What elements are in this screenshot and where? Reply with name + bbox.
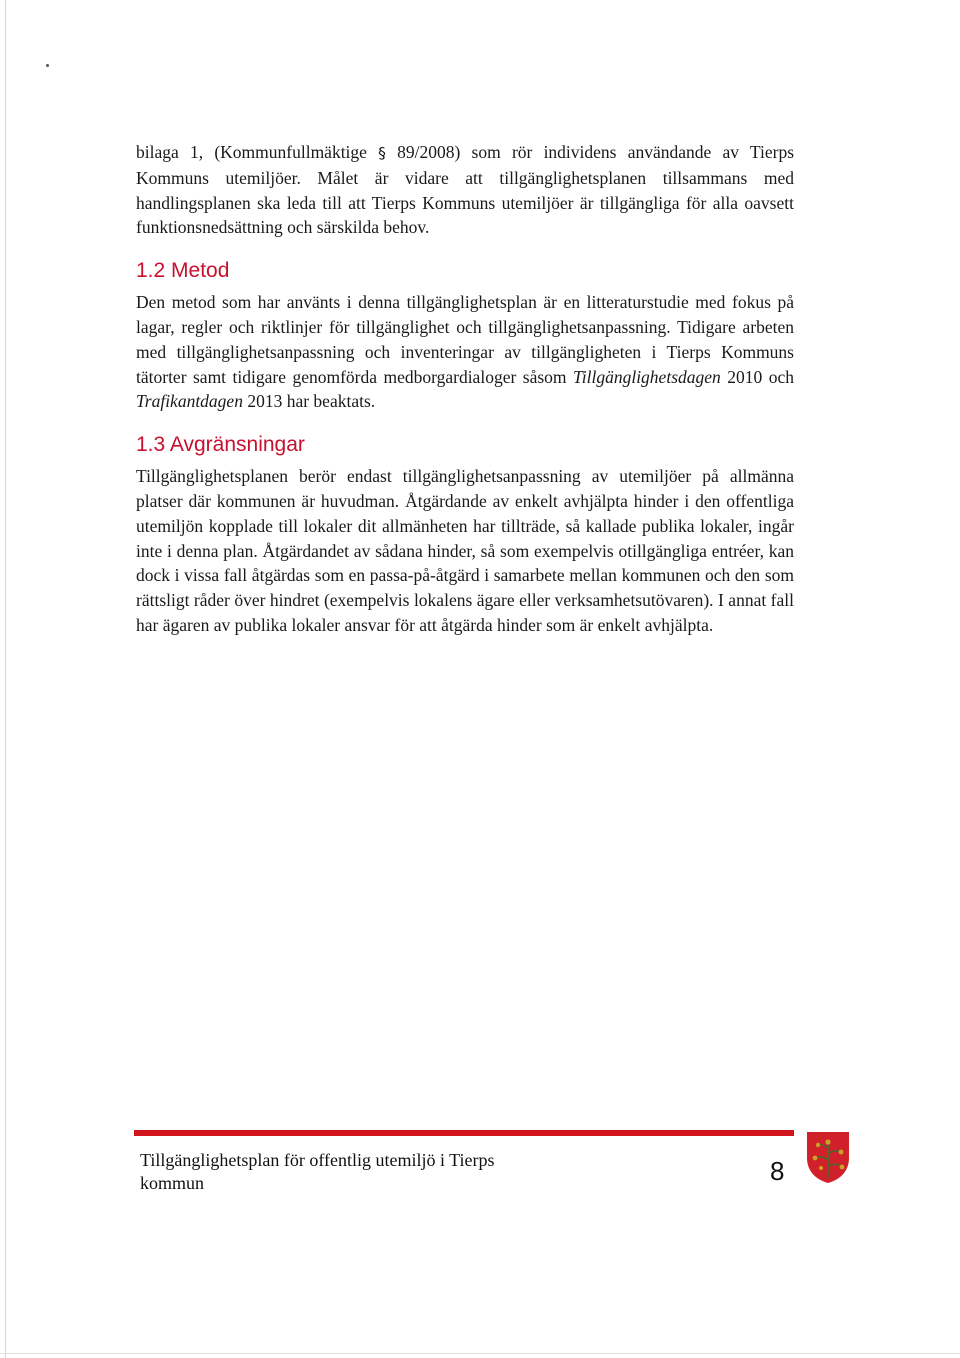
metod-emphasis-2: Trafikantdagen — [136, 391, 243, 412]
scan-speck — [46, 64, 49, 67]
section-sign: § — [378, 144, 386, 162]
intro-text-start: bilaga 1, (Kommunfullmäktige — [136, 142, 379, 162]
section-heading-metod: 1.2 Metod — [136, 259, 230, 283]
page-edge-bottom — [0, 1353, 960, 1354]
metod-text-3: 2013 har beaktats. — [242, 391, 376, 412]
page-number: 8 — [770, 1156, 785, 1186]
intro-paragraph — [136, 140, 794, 240]
metod-paragraph — [136, 290, 794, 414]
metod-emphasis-1: Tillgänglighetsdagen — [572, 366, 721, 387]
avgransningar-paragraph: Tillgänglighetsplanen berör endast tillgänglighetsanpassning av utemiljöer på allmänna platser där kommunen är huvudman. Åtgärdande av enkelt avhjälpta hinder i den offentliga utemiljön kopplade till lokaler dit allmänheten har tillträde, så kallade publika lokaler, ingår inte i denna plan. Åtgärdandet av sådana hinder, så som exempelvis otillgängliga entréer, kan dock i vissa fall åtgärdas som en passa-på-åtgärd i samarbete mellan kommunen och den som rättsligt råder över hindret (exempelvis lokalens ägare eller verksamhetsutövaren). I annat fall har ägaren av publika lokaler ansvar för att åtgärda hinder som är enkelt avhjälpta. — [136, 466, 794, 635]
page-edge — [5, 0, 6, 1358]
footer-rule — [134, 1130, 794, 1136]
metod-text-1: Den metod som har använts i denna tillgänglighetsplan är en litteraturstudie med fokus på lagar, regler och riktlinjer för tillgänglighet och tillgänglighetsanpassning. Tidigare arbeten med tillgänglighetsanpassning och inventeringar av tillgängligheten i Tierps Kommuns tätorter samt tidigare genomförda medborgardialoger såsom — [136, 292, 794, 387]
intro-text-rest: 89/2008) som rör individens användande av Tierps Kommuns utemiljöer. Målet är vidare att tillgänglighetsplanen tillsammans med handlingsplanen ska leda till att Tierps Kommuns utemiljöer är tillgängliga för alla oavsett funktionsnedsättning och särskilda behov. — [136, 142, 795, 238]
document-body — [136, 140, 794, 638]
coat-of-arms-icon — [805, 1130, 851, 1184]
metod-text-2: 2010 och — [720, 366, 794, 387]
footer-title: Tillgänglighetsplan för offentlig utemiljö i Tierps kommun — [140, 1150, 495, 1193]
section-heading-avgransningar: 1.3 Avgränsningar — [136, 433, 305, 457]
